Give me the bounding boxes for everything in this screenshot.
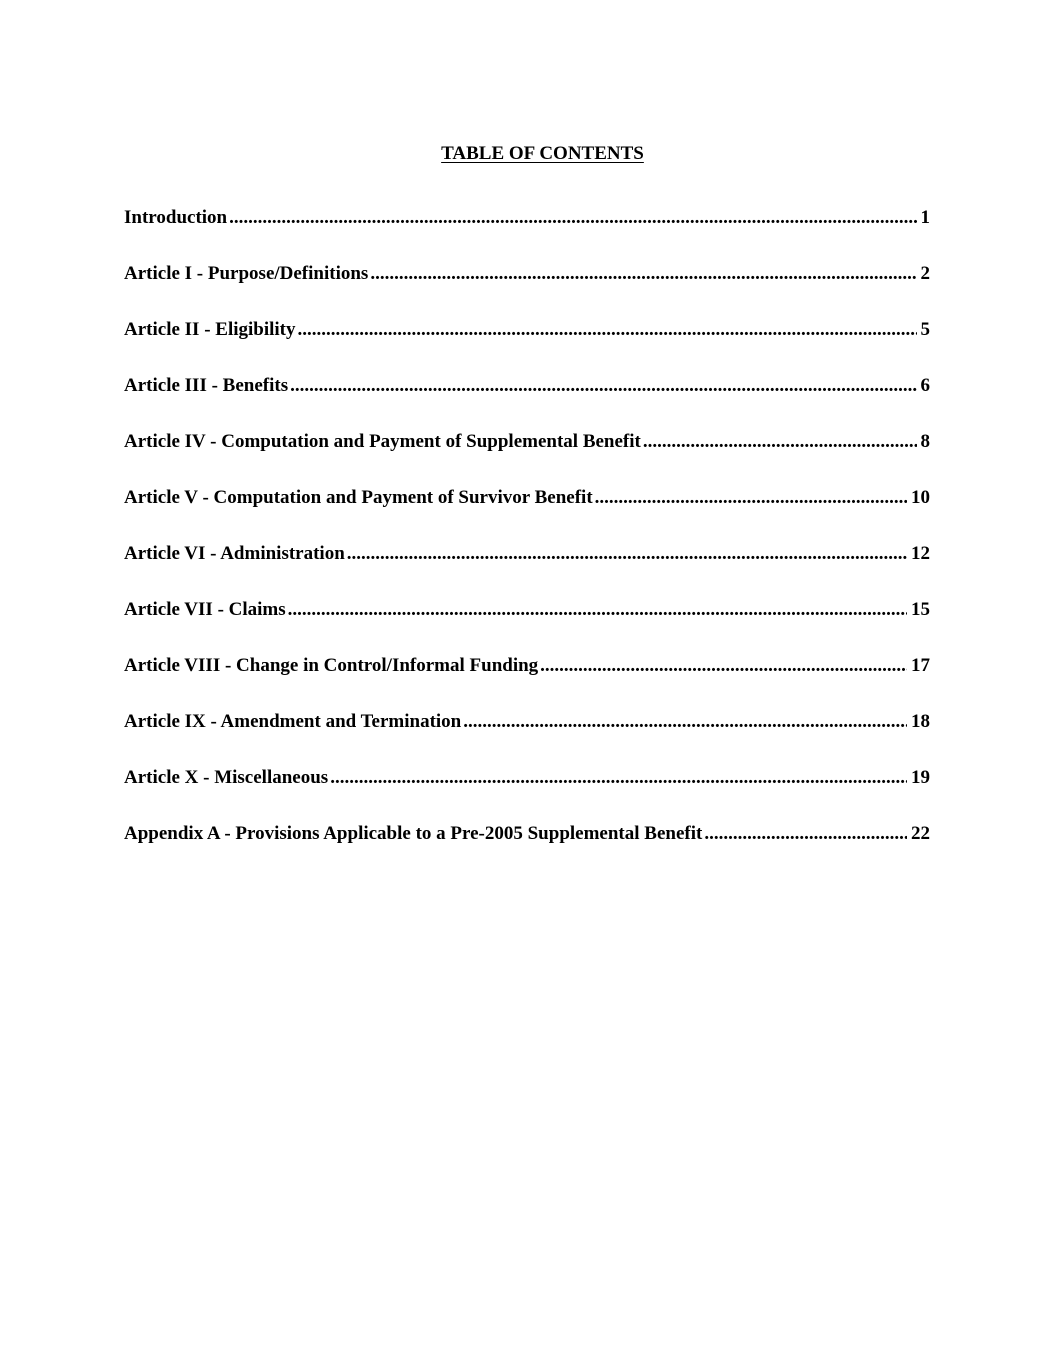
toc-entry-article-2[interactable] (124, 319, 930, 375)
toc-entry-page: 6 (920, 375, 930, 396)
dot-leader (347, 543, 907, 565)
toc-entry-introduction[interactable] (124, 207, 930, 263)
toc-entry-page: 1 (920, 207, 930, 228)
dot-leader (370, 263, 916, 285)
dot-leader (540, 655, 907, 677)
toc-entry-page: 22 (911, 823, 930, 844)
toc-entry-article-1[interactable] (124, 263, 930, 319)
toc-entry-label: Article IX - Amendment and Termination (124, 711, 462, 732)
toc-entry-page: 17 (911, 655, 930, 676)
dot-leader (330, 767, 907, 789)
toc-entry-label: Article X - Miscellaneous (124, 767, 329, 788)
toc-entry-article-3[interactable] (124, 375, 930, 431)
toc-entry-label: Article I - Purpose/Definitions (124, 263, 369, 284)
toc-entry-page: 5 (920, 319, 930, 340)
dot-leader (463, 711, 907, 733)
toc-entry-label: Article IV - Computation and Payment of Supplemental Benefit (124, 431, 641, 452)
dot-leader (704, 823, 907, 845)
toc-entry-article-4[interactable] (124, 431, 930, 487)
toc-entry-page: 19 (911, 767, 930, 788)
toc-entry-page: 15 (911, 599, 930, 620)
toc-entry-page: 12 (911, 543, 930, 564)
toc-entry-label: Article V - Computation and Payment of Survivor Benefit (124, 487, 593, 508)
toc-entry-article-9[interactable] (124, 711, 930, 767)
toc-entry-label: Article VI - Administration (124, 543, 345, 564)
toc-list (124, 207, 930, 879)
dot-leader (298, 319, 917, 341)
toc-entry-article-10[interactable] (124, 767, 930, 823)
dot-leader (595, 487, 907, 509)
toc-entry-label: Article VII - Claims (124, 599, 286, 620)
toc-entry-page: 18 (911, 711, 930, 732)
toc-entry-label: Article II - Eligibility (124, 319, 296, 340)
dot-leader (290, 375, 916, 397)
toc-entry-appendix-a[interactable] (124, 823, 930, 879)
toc-entry-article-5[interactable] (124, 487, 930, 543)
dot-leader (288, 599, 907, 621)
toc-entry-page: 2 (920, 263, 930, 284)
toc-entry-label: Introduction (124, 207, 228, 228)
toc-entry-article-8[interactable] (124, 655, 930, 711)
dot-leader (229, 207, 916, 229)
dot-leader (643, 431, 917, 453)
toc-entry-label: Article III - Benefits (124, 375, 289, 396)
toc-entry-page: 8 (920, 431, 930, 452)
toc-entry-article-6[interactable] (124, 543, 930, 599)
toc-entry-article-7[interactable] (124, 599, 930, 655)
toc-entry-label: Article VIII - Change in Control/Informal Funding (124, 655, 539, 676)
toc-entry-label: Appendix A - Provisions Applicable to a Pre-2005 Supplemental Benefit (124, 823, 703, 844)
toc-title: TABLE OF CONTENTS (441, 143, 644, 164)
toc-entry-page: 10 (911, 487, 930, 508)
